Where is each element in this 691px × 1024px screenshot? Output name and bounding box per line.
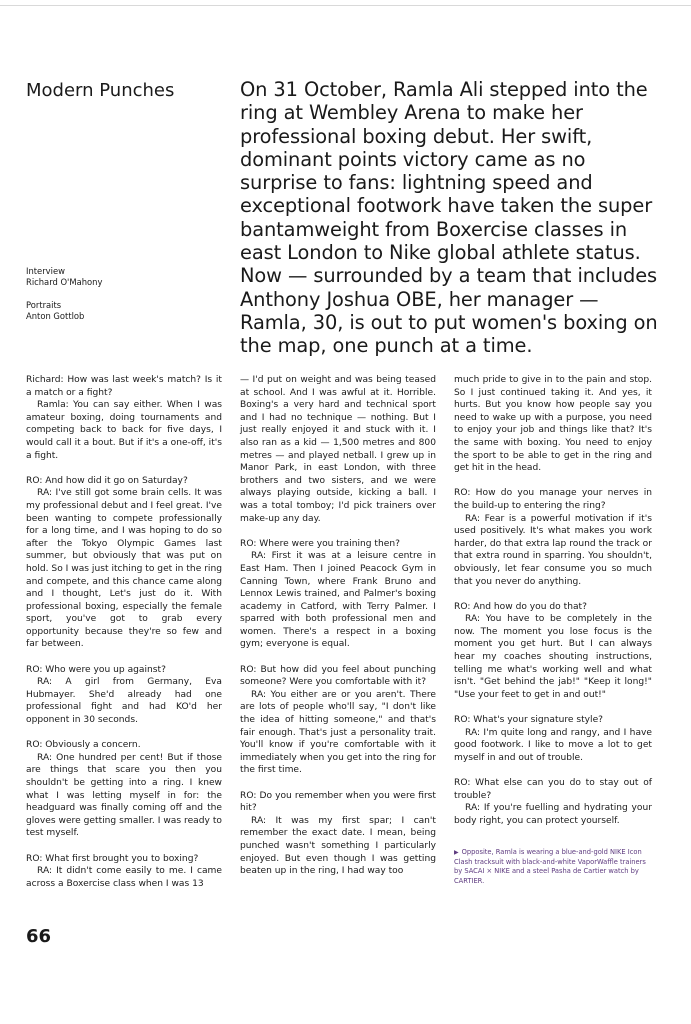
page-number: 66 [26,926,52,947]
paragraph: RA: It didn't come easily to me. I came across a Boxercise class when I was 13 [26,866,222,889]
paragraph: RA: A girl from Germany, Eva Hubmayer. She'd already had one professional fight and had KO'd her opponent in 30 seconds. [26,677,222,726]
paragraph: Ramla: You can say either. When I was amateur boxing, doing tournaments and competing back to back for five days, I would call it a bout. But if it's a one-off, it's a fight. [26,400,222,461]
question: RO: Obviously a concern. [26,740,141,751]
question: RO: What else can you do to stay out of trouble? [454,778,652,801]
question: RO: How do you manage your nerves in the build-up to entering the ring? [454,488,652,511]
portraits-label: Portraits [26,300,62,310]
photo-caption [454,848,652,886]
interview-name: Richard O'Mahony [26,277,103,287]
paragraph: RA: You have to be completely in the now. The moment you lose focus is the moment you get hurt. But I can always hear my coaches shouting instructions, telling me what's working well and what isn't. "Get behind the jab!" "Keep it long!" "Use your feet to get in and out!" [454,614,652,700]
question: RO: Who were you up against? [26,664,166,675]
paragraph: Richard: How was last week's match? Is it a match or a fight? [26,375,222,398]
portraits-credit [26,300,102,322]
paragraph: RA: Fear is a powerful motivation if it's used positively. It's what makes you work harder, do that extra lap round the track or that extra round in sparring. You shouldn't, obviously, let fear consume you so much that you never do anything. [454,513,652,587]
body-column-2 [240,374,436,878]
paragraph: RA: It was my first spar; I can't remember the exact date. I mean, being punched wasn't something I particularly enjoyed. But even though I was getting beaten up in the ring, I had way too [240,815,436,877]
interview-label: Interview [26,266,65,276]
paragraph: — I'd put on weight and was being teased at school. And I was awful at it. Horrible. Boxing's a very hard and technical sport and I had no technique — nothing. But I just really enjoyed it and stuck with it. I also ran as a kid — 1,500 metres and 800 metres — and played netball. I grew up in Manor Park, in east London, with three brothers and two sisters, and we were always playing outside, kicking a ball. I was a total tomboy; I'd pick trainers over make-up any day. [240,375,436,524]
section-title: Modern Punches [26,80,175,101]
paragraph: RA: I've still got some brain cells. It was my professional debut and I feel great. I've been wanting to compete professionally for a long time, and I was hoping to do so after the Tokyo Olympic Games last summer, but obviously that was put on hold. So I was just itching to get in the ring and compete, and this chance came along and I thought, Let's just do it. With professional boxing, especially the female sport, you've got to grab every opportunity because they're so few and far between. [26,488,222,650]
paragraph: much pride to give in to the pain and stop. So I just continued taking it. And yes, it hurts. But you know how people say you need to wake up with a purpose, you need to enjoy your job and things like that? It's the same with boxing. You need to enjoy the sport to be able to get in the ring and get hit in the head. [454,375,652,474]
credits [26,266,102,334]
triangle-right-icon: ▶ [454,849,459,856]
question: RO: Do you remember when you were first hit? [240,790,436,814]
paragraph: RA: If you're fuelling and hydrating your body right, you can protect yourself. [454,803,652,826]
paragraph: RA: First it was at a leisure centre in East Ham. Then I joined Peacock Gym in Canning Town, where Frank Bruno and Lennox Lewis trained, and Palmer's boxing academy in Catford, with Terry Palmer. I sparred with both professional men and women. There's a respect in a boxing gym; everyone is equal. [240,551,436,650]
question: RO: And how do you do that? [454,601,587,612]
question: RO: And how did it go on Saturday? [26,475,188,486]
question: RO: What first brought you to boxing? [26,853,199,864]
paragraph: RA: I'm quite long and rangy, and I have good footwork. I like to move a lot to get myself in and out of trouble. [454,727,652,763]
body-column-1 [26,374,222,890]
lede-paragraph: On 31 October, Ramla Ali stepped into the ring at Wembley Arena to make her professional boxing debut. Her swift, dominant points victory came as no surprise to fans: lightning speed and exceptional footwork have taken the super bantamweight from Boxercise classes in east London to Nike global athlete status. Now — surrounded by a team that includes Anthony Joshua OBE, her manager — Ramla, 30, is out to put women's boxing on the map, one punch at a time. [240,78,658,358]
interview-credit [26,266,102,288]
body-column-3 [454,374,652,827]
top-rule [0,5,691,6]
question: RO: But how did you feel about punching someone? Were you comfortable with it? [240,664,436,688]
question: RO: What's your signature style? [454,715,603,726]
question: RO: Where were you training then? [240,538,400,549]
portraits-name: Anton Gottlob [26,311,85,321]
caption-text: Opposite, Ramla is wearing a blue-and-gold NIKE Icon Clash tracksuit with black-and-white VaporWaffle trainers by SACAI × NIKE and a steel Pasha de Cartier watch by CARTIER. [454,848,646,885]
paragraph: RA: One hundred per cent! But if those are things that scare you then you shouldn't be getting into a ring. I knew what I was letting myself in for: the headguard was finally coming off and the gloves were getting smaller. I was ready to test myself. [26,752,222,839]
paragraph: RA: You either are or you aren't. There are lots of people who'll say, "I don't like the idea of hitting someone," and that's fair enough. That's just a personality trait. You'll know if you're comfortable with it immediately when you get into the ring for the first time. [240,689,436,776]
